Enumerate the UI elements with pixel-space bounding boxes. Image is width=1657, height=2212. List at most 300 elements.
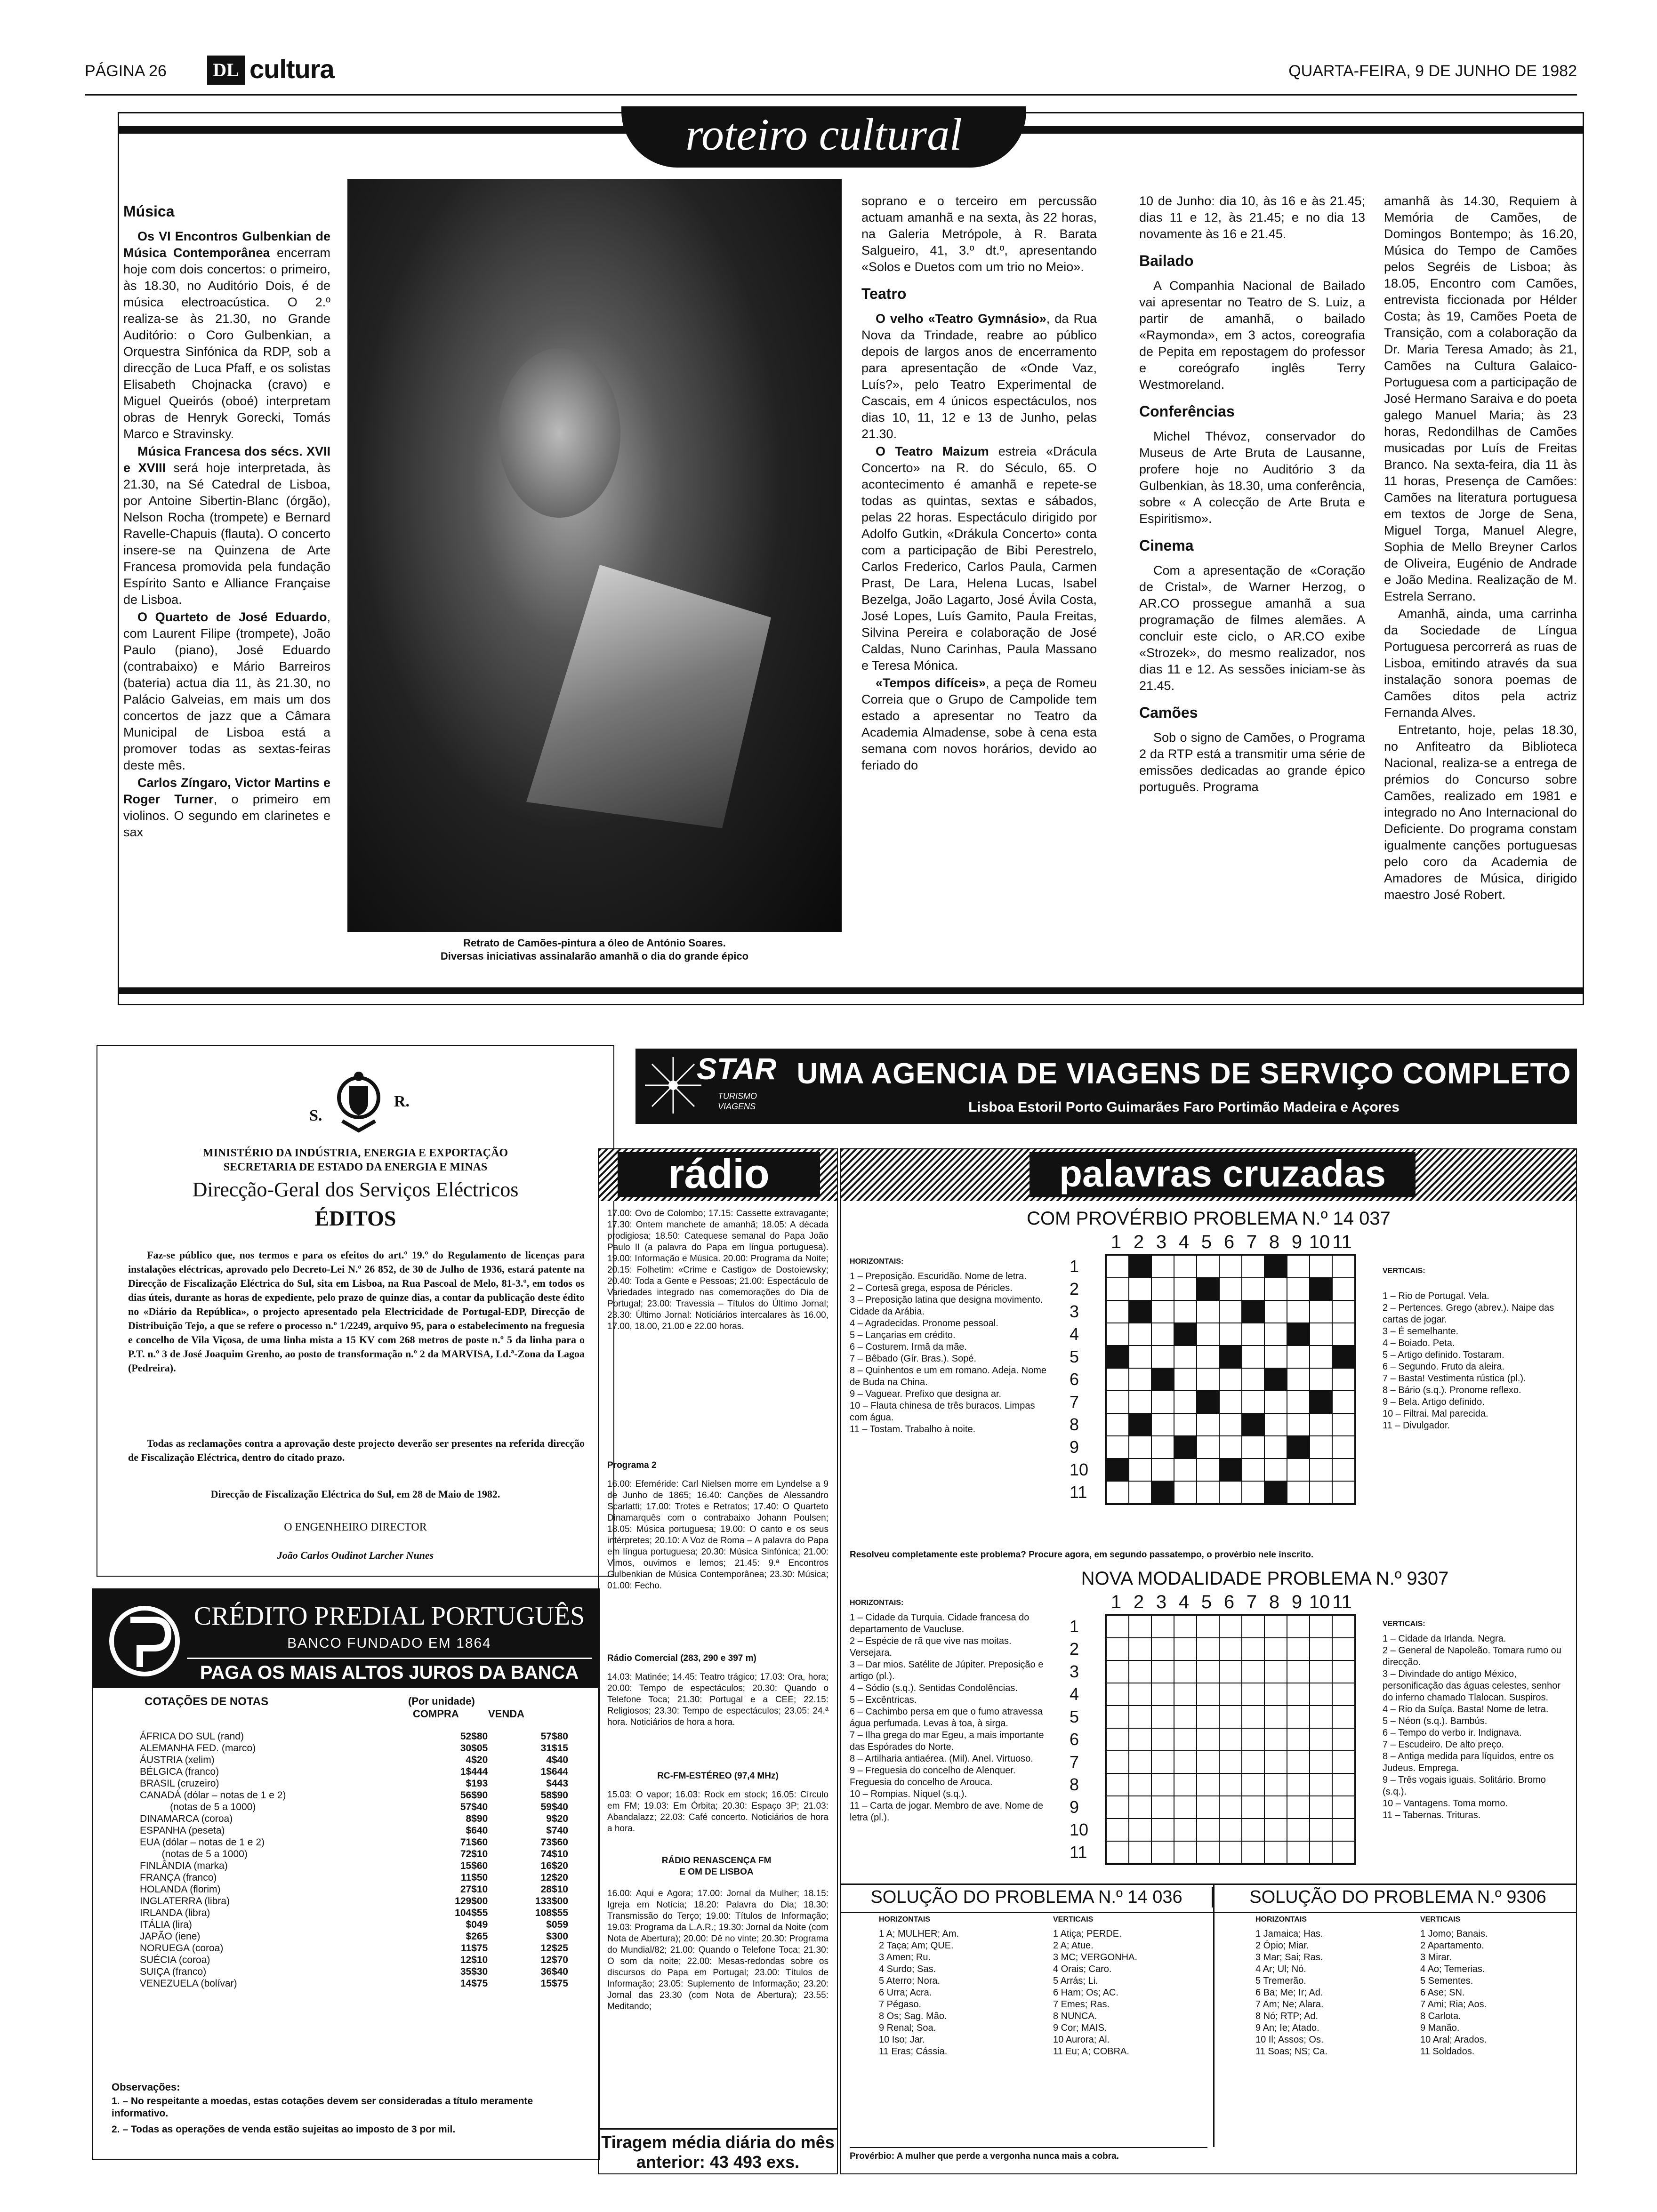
- grid-cell[interactable]: [1219, 1796, 1242, 1819]
- grid-cell[interactable]: [1242, 1819, 1264, 1841]
- grid-cell[interactable]: [1264, 1255, 1287, 1278]
- grid-cell[interactable]: [1310, 1481, 1332, 1504]
- rate-buy: 104$55: [455, 1907, 488, 1918]
- grid-cell[interactable]: [1219, 1706, 1242, 1728]
- grid-cell[interactable]: [1219, 1660, 1242, 1683]
- grid-cell[interactable]: [1310, 1346, 1332, 1368]
- grid-cell[interactable]: [1242, 1300, 1264, 1323]
- grid-cell[interactable]: [1287, 1728, 1310, 1751]
- grid-cell[interactable]: [1264, 1841, 1287, 1864]
- grid-cell[interactable]: [1106, 1300, 1129, 1323]
- grid-cell[interactable]: [1264, 1323, 1287, 1346]
- grid-cell[interactable]: [1310, 1751, 1332, 1773]
- problem-2-vert-clues: [1383, 1633, 1571, 1821]
- clue-item: 5 – Lançarias em crédito.: [850, 1330, 956, 1340]
- grid-cell[interactable]: [1287, 1255, 1310, 1278]
- grid-cell[interactable]: [1106, 1706, 1129, 1728]
- grid-cell[interactable]: [1219, 1773, 1242, 1796]
- rate-row: [140, 1742, 578, 1754]
- grid-column-number: 7: [1246, 1232, 1257, 1252]
- grid-column-number: 5: [1201, 1592, 1212, 1612]
- grid-cell[interactable]: [1310, 1278, 1332, 1300]
- grid-cell[interactable]: [1106, 1368, 1129, 1391]
- grid-cell[interactable]: [1106, 1638, 1129, 1660]
- rate-row: [140, 1954, 578, 1966]
- grid-cell[interactable]: [1242, 1796, 1264, 1819]
- grid-cell[interactable]: [1264, 1413, 1287, 1436]
- editos-body-2: Todas as reclamações contra a aprovação deste projecto deverão ser presentes na referida direcção de Fiscalização Eléctrica, dentro do citado prazo.: [128, 1437, 585, 1463]
- grid-cell[interactable]: [1242, 1615, 1264, 1638]
- grid-cell[interactable]: [1151, 1346, 1174, 1368]
- grid-cell[interactable]: [1287, 1615, 1310, 1638]
- grid-cell[interactable]: [1310, 1368, 1332, 1391]
- rates-title: COTAÇÕES DE NOTAS: [145, 1695, 269, 1708]
- grid-cell[interactable]: [1264, 1615, 1287, 1638]
- grid-cell[interactable]: [1129, 1819, 1151, 1841]
- roteiro-col-musica: [123, 193, 330, 842]
- grid-cell[interactable]: [1287, 1660, 1310, 1683]
- grid-cell[interactable]: [1106, 1278, 1129, 1300]
- grid-cell[interactable]: [1129, 1773, 1151, 1796]
- para-horarios: 10 de Junho: dia 10, às 16 e às 21.45; dias 11 e 12, às 21.45; e no dia 13 novamente às 16 e 21.45.: [1139, 194, 1365, 241]
- rate-currency: ALEMANHA FED. (marco): [140, 1743, 256, 1754]
- grid-column-number: 11: [1332, 1592, 1352, 1612]
- grid-cell[interactable]: [1197, 1368, 1219, 1391]
- grid-cell[interactable]: [1332, 1683, 1355, 1706]
- grid-cell[interactable]: [1106, 1413, 1129, 1436]
- grid-cell[interactable]: [1197, 1255, 1219, 1278]
- grid-cell[interactable]: [1219, 1638, 1242, 1660]
- grid-cell[interactable]: [1242, 1413, 1264, 1436]
- grid-column-number: 3: [1156, 1592, 1167, 1612]
- para-rtp: Sob o signo de Camões, o Programa 2 da RTP está a transmitir uma série de emissões dedicadas ao grande épico português. Programa: [1139, 730, 1365, 794]
- grid-cell[interactable]: [1129, 1841, 1151, 1864]
- grid-cell[interactable]: [1264, 1300, 1287, 1323]
- grid-cell[interactable]: [1242, 1436, 1264, 1459]
- grid-cell[interactable]: [1174, 1751, 1197, 1773]
- grid-cell[interactable]: [1151, 1683, 1174, 1706]
- problem-2-grid[interactable]: [1105, 1614, 1356, 1865]
- grid-cell[interactable]: [1287, 1346, 1310, 1368]
- grid-cell[interactable]: [1310, 1841, 1332, 1864]
- grid-cell[interactable]: [1219, 1255, 1242, 1278]
- radio-programa-2: 16.00: Efeméride: Carl Nielsen morre em Lyndelse a 9 de Junho de 1865; 16.40: Canções de Alessandro Scarlatti; 17.00: Trotes e Retratos; 17.40: O Quarteto Dinamarquês com o contrabaixo Johann Poulsen; 18.05: Música portuguesa; 19.00: O canto e os seus intérpretes; 20.10: A Voz de Roma – A palavra do Papa em língua portuguesa; 20.30: Música Sinfónica; 21.00: Vimos, ouvimos e lemos; 21.45: 9.ª Encontros Gulbenkian de Música Contemporânea; 23.30: Música; 01.00: Fecho.: [607, 1479, 828, 1591]
- grid-cell[interactable]: [1310, 1391, 1332, 1413]
- grid-cell[interactable]: [1197, 1346, 1219, 1368]
- grid-cell[interactable]: [1129, 1323, 1151, 1346]
- grid-cell[interactable]: [1197, 1638, 1219, 1660]
- grid-cell[interactable]: [1197, 1481, 1219, 1504]
- grid-cell[interactable]: [1310, 1819, 1332, 1841]
- grid-cell[interactable]: [1219, 1368, 1242, 1391]
- grid-cell[interactable]: [1219, 1819, 1242, 1841]
- grid-cell[interactable]: [1106, 1391, 1129, 1413]
- grid-cell[interactable]: [1174, 1728, 1197, 1751]
- grid-cell[interactable]: [1174, 1391, 1197, 1413]
- grid-cell[interactable]: [1287, 1300, 1310, 1323]
- grid-cell[interactable]: [1174, 1278, 1197, 1300]
- grid-cell[interactable]: [1151, 1638, 1174, 1660]
- grid-cell[interactable]: [1264, 1391, 1287, 1413]
- grid-cell[interactable]: [1129, 1255, 1151, 1278]
- solutions-mid-rule: [841, 1912, 1576, 1913]
- grid-cell[interactable]: [1151, 1660, 1174, 1683]
- grid-cell[interactable]: [1332, 1413, 1355, 1436]
- grid-cell[interactable]: [1219, 1615, 1242, 1638]
- grid-cell[interactable]: [1310, 1773, 1332, 1796]
- grid-cell[interactable]: [1106, 1459, 1129, 1481]
- grid-cell[interactable]: [1197, 1841, 1219, 1864]
- grid-cell[interactable]: [1287, 1751, 1310, 1773]
- editos-date: Direcção de Fiscalização Eléctrica do Sul, em 28 de Maio de 1982.: [210, 1488, 500, 1500]
- grid-cell[interactable]: [1106, 1841, 1129, 1864]
- grid-cell[interactable]: [1287, 1323, 1310, 1346]
- grid-cell[interactable]: [1174, 1459, 1197, 1481]
- grid-cell[interactable]: [1310, 1683, 1332, 1706]
- grid-cell[interactable]: [1332, 1773, 1355, 1796]
- grid-cell[interactable]: [1174, 1413, 1197, 1436]
- para-musica-francesa: Música Francesa dos sécs. XVII e XVIII será hoje interpretada, às 21.30, na Sé Catedral de Lisboa, por Antoine Sibertin-Blanc (órgão), Nelson Rocha (trompete) e Bernard Ravelle-Chapuis (flauta). O concerto insere-se na Quinzena de Arte Francesa promovida pela fundação Espírito Santo e Alliance Française de Lisboa.: [123, 444, 330, 607]
- grid-cell[interactable]: [1219, 1346, 1242, 1368]
- grid-cell[interactable]: [1242, 1638, 1264, 1660]
- grid-cell[interactable]: [1219, 1841, 1242, 1864]
- grid-cell[interactable]: [1264, 1436, 1287, 1459]
- clue-item: 7 – Ilha grega do mar Egeu, a mais importante das Espórades do Norte.: [850, 1730, 1044, 1752]
- grid-cell[interactable]: [1219, 1728, 1242, 1751]
- grid-cell[interactable]: [1174, 1796, 1197, 1819]
- photo-caption: Retrato de Camões-pintura a óleo de António Soares. Diversas iniciativas assinalarão amanhã o dia do grande épico: [440, 937, 749, 962]
- grid-cell[interactable]: [1332, 1459, 1355, 1481]
- grid-cell[interactable]: [1151, 1841, 1174, 1864]
- grid-cell[interactable]: [1174, 1683, 1197, 1706]
- grid-cell[interactable]: [1129, 1683, 1151, 1706]
- grid-cell[interactable]: [1151, 1706, 1174, 1728]
- grid-cell[interactable]: [1219, 1481, 1242, 1504]
- grid-cell[interactable]: [1310, 1638, 1332, 1660]
- grid-cell[interactable]: [1242, 1459, 1264, 1481]
- grid-cell[interactable]: [1242, 1255, 1264, 1278]
- grid-cell[interactable]: [1287, 1278, 1310, 1300]
- radio-comercial: 14.03: Matinée; 14.45: Teatro trágico; 17.03: Ora, hora; 20.00: Tempo de espectáculos; 20.30: Quando o Telefone Toca; 21.30: Portugal e a CEE; 22.15: Religiosos; 23.30: Tempo de espectáculos; 23.05: 24.ª hora. Noticiários de hora a hora.: [607, 1672, 828, 1727]
- grid-cell[interactable]: [1219, 1300, 1242, 1323]
- star-logo: STAR: [697, 1052, 777, 1086]
- grid-cell[interactable]: [1151, 1300, 1174, 1323]
- grid-cell[interactable]: [1287, 1796, 1310, 1819]
- grid-cell[interactable]: [1310, 1255, 1332, 1278]
- grid-cell[interactable]: [1242, 1728, 1264, 1751]
- rates-sell-head: VENDA: [488, 1708, 525, 1720]
- grid-cell[interactable]: [1174, 1773, 1197, 1796]
- grid-cell[interactable]: [1197, 1751, 1219, 1773]
- rate-buy: 35$30: [460, 1966, 488, 1977]
- grid-cell[interactable]: [1332, 1796, 1355, 1819]
- rate-sell: $443: [546, 1778, 568, 1789]
- grid-cell[interactable]: [1197, 1706, 1219, 1728]
- grid-cell[interactable]: [1174, 1819, 1197, 1841]
- grid-cell[interactable]: [1264, 1728, 1287, 1751]
- grid-cell[interactable]: [1151, 1481, 1174, 1504]
- grid-cell[interactable]: [1106, 1819, 1129, 1841]
- clue-item: 8 Os; Sag. Mão.: [879, 2011, 947, 2021]
- grid-cell[interactable]: [1242, 1278, 1264, 1300]
- grid-cell[interactable]: [1197, 1300, 1219, 1323]
- problem-2-horiz-head: HORIZONTAIS:: [850, 1599, 904, 1607]
- grid-cell[interactable]: [1106, 1346, 1129, 1368]
- grid-cell[interactable]: [1264, 1346, 1287, 1368]
- grid-cell[interactable]: [1332, 1638, 1355, 1660]
- grid-cell[interactable]: [1287, 1683, 1310, 1706]
- grid-cell[interactable]: [1219, 1459, 1242, 1481]
- grid-cell[interactable]: [1129, 1796, 1151, 1819]
- grid-row-number: 4: [1070, 1684, 1079, 1704]
- grid-cell[interactable]: [1332, 1728, 1355, 1751]
- grid-cell[interactable]: [1129, 1368, 1151, 1391]
- grid-cell[interactable]: [1332, 1660, 1355, 1683]
- grid-cell[interactable]: [1106, 1436, 1129, 1459]
- grid-cell[interactable]: [1106, 1683, 1129, 1706]
- grid-cell[interactable]: [1174, 1436, 1197, 1459]
- rate-currency: DINAMARCA (coroa): [140, 1813, 233, 1824]
- clue-item: 3 – Dar mios. Satélite de Júpiter. Preposição e artigo (pl.).: [850, 1659, 1044, 1682]
- star-headline: UMA AGENCIA DE VIAGENS DE SERVIÇO COMPLETO: [796, 1058, 1571, 1090]
- grid-cell[interactable]: [1174, 1660, 1197, 1683]
- grid-cell[interactable]: [1106, 1728, 1129, 1751]
- grid-cell[interactable]: [1219, 1278, 1242, 1300]
- grid-cell[interactable]: [1174, 1841, 1197, 1864]
- grid-cell[interactable]: [1264, 1796, 1287, 1819]
- grid-cell[interactable]: [1197, 1391, 1219, 1413]
- roteiro-col-teatro: [861, 193, 1097, 775]
- grid-cell[interactable]: [1151, 1728, 1174, 1751]
- grid-cell[interactable]: [1219, 1683, 1242, 1706]
- rate-buy: 57$40: [460, 1802, 488, 1812]
- rate-currency: CANADÁ (dólar – notas de 1 e 2): [140, 1790, 286, 1801]
- grid-cell[interactable]: [1129, 1300, 1151, 1323]
- grid-cell[interactable]: [1129, 1278, 1151, 1300]
- grid-cell[interactable]: [1287, 1706, 1310, 1728]
- clue-item: 1 A; MULHER; Am.: [879, 1929, 959, 1939]
- grid-cell[interactable]: [1242, 1751, 1264, 1773]
- rate-currency: JAPÃO (iene): [140, 1931, 201, 1942]
- grid-cell[interactable]: [1197, 1436, 1219, 1459]
- grid-cell[interactable]: [1287, 1368, 1310, 1391]
- grid-cell[interactable]: [1129, 1481, 1151, 1504]
- roteiro-col-camoes: [1384, 193, 1577, 904]
- grid-cell[interactable]: [1310, 1436, 1332, 1459]
- grid-cell[interactable]: [1197, 1278, 1219, 1300]
- grid-cell[interactable]: [1174, 1481, 1197, 1504]
- rate-buy: $049: [466, 1919, 488, 1930]
- grid-cell[interactable]: [1106, 1751, 1129, 1773]
- grid-cell[interactable]: [1151, 1368, 1174, 1391]
- grid-cell[interactable]: [1332, 1615, 1355, 1638]
- rate-row: [140, 1778, 578, 1789]
- grid-cell[interactable]: [1151, 1751, 1174, 1773]
- grid-cell[interactable]: [1332, 1391, 1355, 1413]
- grid-cell[interactable]: [1287, 1413, 1310, 1436]
- grid-cell[interactable]: [1197, 1660, 1219, 1683]
- grid-cell[interactable]: [1264, 1683, 1287, 1706]
- grid-cell[interactable]: [1106, 1773, 1129, 1796]
- grid-cell[interactable]: [1106, 1660, 1129, 1683]
- grid-cell[interactable]: [1197, 1615, 1219, 1638]
- grid-cell[interactable]: [1242, 1481, 1264, 1504]
- grid-cell[interactable]: [1197, 1796, 1219, 1819]
- grid-cell[interactable]: [1151, 1255, 1174, 1278]
- grid-cell[interactable]: [1174, 1323, 1197, 1346]
- camoes-portrait-photo: [347, 179, 842, 932]
- grid-cell[interactable]: [1197, 1683, 1219, 1706]
- grid-cell[interactable]: [1151, 1323, 1174, 1346]
- grid-cell[interactable]: [1332, 1255, 1355, 1278]
- grid-cell[interactable]: [1310, 1459, 1332, 1481]
- rate-buy: $640: [466, 1825, 488, 1836]
- grid-row-number: 4: [1070, 1324, 1079, 1344]
- clue-item: 10 Aral; Arados.: [1420, 2035, 1487, 2045]
- grid-cell[interactable]: [1264, 1638, 1287, 1660]
- grid-cell[interactable]: [1310, 1413, 1332, 1436]
- grid-cell[interactable]: [1242, 1683, 1264, 1706]
- grid-cell[interactable]: [1174, 1706, 1197, 1728]
- grid-cell[interactable]: [1129, 1706, 1151, 1728]
- grid-cell[interactable]: [1242, 1706, 1264, 1728]
- grid-cell[interactable]: [1242, 1660, 1264, 1683]
- grid-cell[interactable]: [1106, 1481, 1129, 1504]
- solutions-vertical-divider: [1213, 1883, 1215, 2147]
- grid-cell[interactable]: [1151, 1391, 1174, 1413]
- grid-cell[interactable]: [1264, 1481, 1287, 1504]
- clue-item: 1 Jamaica; Has.: [1255, 1929, 1323, 1939]
- portrait-collar-shape: [526, 565, 771, 828]
- grid-cell[interactable]: [1197, 1413, 1219, 1436]
- grid-cell[interactable]: [1264, 1660, 1287, 1683]
- grid-cell[interactable]: [1332, 1436, 1355, 1459]
- grid-cell[interactable]: [1151, 1615, 1174, 1638]
- grid-cell[interactable]: [1174, 1346, 1197, 1368]
- grid-cell[interactable]: [1264, 1773, 1287, 1796]
- grid-cell[interactable]: [1310, 1796, 1332, 1819]
- grid-cell[interactable]: [1242, 1368, 1264, 1391]
- grid-cell[interactable]: [1174, 1615, 1197, 1638]
- grid-cell[interactable]: [1242, 1323, 1264, 1346]
- grid-cell[interactable]: [1151, 1278, 1174, 1300]
- grid-cell[interactable]: [1242, 1346, 1264, 1368]
- grid-cell[interactable]: [1287, 1638, 1310, 1660]
- grid-cell[interactable]: [1151, 1459, 1174, 1481]
- grid-cell[interactable]: [1106, 1255, 1129, 1278]
- grid-cell[interactable]: [1287, 1436, 1310, 1459]
- grid-cell[interactable]: [1219, 1751, 1242, 1773]
- grid-cell[interactable]: [1332, 1819, 1355, 1841]
- grid-column-number: 11: [1332, 1232, 1352, 1252]
- grid-cell[interactable]: [1151, 1796, 1174, 1819]
- grid-cell[interactable]: [1129, 1346, 1151, 1368]
- grid-cell[interactable]: [1264, 1751, 1287, 1773]
- grid-cell[interactable]: [1332, 1481, 1355, 1504]
- grid-cell[interactable]: [1310, 1706, 1332, 1728]
- grid-cell[interactable]: [1287, 1481, 1310, 1504]
- grid-cell[interactable]: [1219, 1436, 1242, 1459]
- grid-cell[interactable]: [1106, 1323, 1129, 1346]
- grid-cell[interactable]: [1287, 1391, 1310, 1413]
- grid-cell[interactable]: [1219, 1323, 1242, 1346]
- grid-cell[interactable]: [1219, 1391, 1242, 1413]
- grid-cell[interactable]: [1242, 1773, 1264, 1796]
- rate-currency: IRLANDA (libra): [140, 1907, 210, 1918]
- clue-item: 11 – Tostam. Trabalho à noite.: [850, 1424, 976, 1435]
- clue-item: 4 Orais; Caro.: [1053, 1964, 1112, 1974]
- grid-cell[interactable]: [1129, 1638, 1151, 1660]
- grid-cell[interactable]: [1332, 1706, 1355, 1728]
- grid-cell[interactable]: [1264, 1819, 1287, 1841]
- grid-cell[interactable]: [1287, 1773, 1310, 1796]
- grid-cell[interactable]: [1129, 1413, 1151, 1436]
- grid-cell[interactable]: [1106, 1796, 1129, 1819]
- rate-currency: SUIÇA (franco): [140, 1966, 207, 1977]
- clue-item: 3 Amen; Ru.: [879, 1952, 931, 1963]
- grid-cell[interactable]: [1174, 1368, 1197, 1391]
- grid-cell[interactable]: [1332, 1323, 1355, 1346]
- grid-cell[interactable]: [1287, 1459, 1310, 1481]
- grid-cell[interactable]: [1174, 1255, 1197, 1278]
- grid-cell[interactable]: [1332, 1751, 1355, 1773]
- problem-1-grid[interactable]: [1105, 1254, 1356, 1505]
- grid-cell[interactable]: [1197, 1728, 1219, 1751]
- grid-cell[interactable]: [1310, 1728, 1332, 1751]
- grid-cell[interactable]: [1332, 1278, 1355, 1300]
- grid-cell[interactable]: [1174, 1638, 1197, 1660]
- grid-cell[interactable]: [1264, 1459, 1287, 1481]
- grid-cell[interactable]: [1129, 1660, 1151, 1683]
- grid-cell[interactable]: [1197, 1773, 1219, 1796]
- rate-sell: 133$00: [535, 1896, 568, 1907]
- grid-cell[interactable]: [1197, 1819, 1219, 1841]
- grid-cell[interactable]: [1151, 1436, 1174, 1459]
- grid-cell[interactable]: [1242, 1841, 1264, 1864]
- grid-cell[interactable]: [1332, 1841, 1355, 1864]
- grid-cell[interactable]: [1287, 1841, 1310, 1864]
- grid-cell[interactable]: [1287, 1819, 1310, 1841]
- grid-cell[interactable]: [1151, 1413, 1174, 1436]
- grid-cell[interactable]: [1129, 1615, 1151, 1638]
- grid-cell[interactable]: [1151, 1773, 1174, 1796]
- grid-cell[interactable]: [1310, 1323, 1332, 1346]
- grid-cell[interactable]: [1219, 1413, 1242, 1436]
- grid-cell[interactable]: [1310, 1615, 1332, 1638]
- grid-cell[interactable]: [1332, 1300, 1355, 1323]
- grid-row-number: 9: [1070, 1437, 1079, 1457]
- grid-cell[interactable]: [1129, 1436, 1151, 1459]
- grid-cell[interactable]: [1151, 1819, 1174, 1841]
- grid-cell[interactable]: [1242, 1391, 1264, 1413]
- grid-cell[interactable]: [1332, 1346, 1355, 1368]
- grid-cell[interactable]: [1332, 1368, 1355, 1391]
- grid-cell[interactable]: [1264, 1368, 1287, 1391]
- grid-cell[interactable]: [1197, 1323, 1219, 1346]
- grid-cell[interactable]: [1129, 1728, 1151, 1751]
- grid-cell[interactable]: [1174, 1300, 1197, 1323]
- grid-cell[interactable]: [1264, 1278, 1287, 1300]
- grid-cell[interactable]: [1129, 1391, 1151, 1413]
- grid-cell[interactable]: [1129, 1751, 1151, 1773]
- grid-cell[interactable]: [1197, 1459, 1219, 1481]
- grid-cell[interactable]: [1264, 1706, 1287, 1728]
- clue-item: 3 MC; VERGONHA.: [1053, 1952, 1137, 1963]
- grid-cell[interactable]: [1310, 1660, 1332, 1683]
- grid-cell[interactable]: [1106, 1615, 1129, 1638]
- grid-cell[interactable]: [1129, 1459, 1151, 1481]
- grid-cell[interactable]: [1310, 1300, 1332, 1323]
